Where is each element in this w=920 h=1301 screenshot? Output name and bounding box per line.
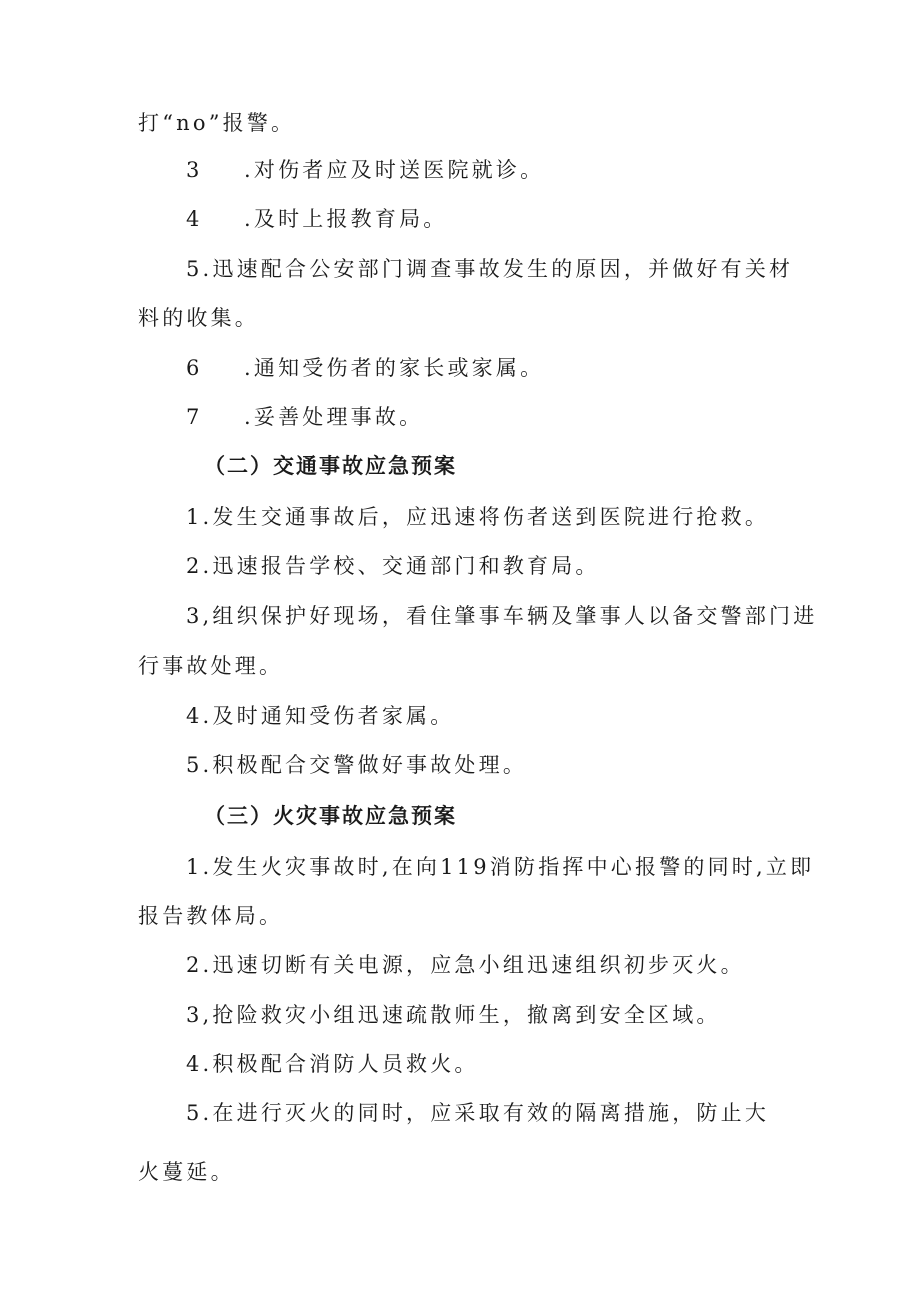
list-item: 5.迅速配合公安部门调查事故发生的原因，并做好有关材 (186, 257, 794, 281)
list-text: .对伤者应及时送医院就诊。 (244, 158, 545, 182)
list-item: 3,组织保护好现场，看住肇事车辆及肇事人以备交警部门进 (186, 604, 818, 628)
list-number: 4 (186, 207, 203, 231)
list-text: .妥善处理事故。 (244, 405, 424, 429)
list-text: .及时上报教育局。 (244, 207, 448, 231)
paragraph-line: 火蔓延。 (138, 1160, 235, 1184)
list-item (186, 155, 544, 185)
paragraph-line: 报告教体局。 (138, 904, 284, 928)
list-number: 6 (186, 356, 203, 380)
list-item: 3,抢险救灾小组迅速疏散师生，撤离到安全区域。 (186, 1003, 721, 1027)
paragraph-line: 行事故处理。 (138, 654, 284, 678)
list-item: 1.发生火灾事故时,在向119消防指挥中心报警的同时,立即 (186, 855, 815, 879)
list-item: 4.积极配合消防人员救火。 (186, 1052, 479, 1076)
list-number: 7 (186, 405, 203, 429)
list-item: 2.迅速切断有关电源，应急小组迅速组织初步灭火。 (186, 953, 745, 977)
list-item (186, 402, 423, 432)
section-heading: （二）交通事故应急预案 (204, 454, 457, 478)
list-number: 3 (186, 158, 203, 182)
list-item (186, 353, 544, 383)
paragraph-line: 打“no”报警。 (138, 111, 296, 135)
list-item: 2.迅速报告学校、交通部门和教育局。 (186, 554, 600, 578)
list-item: 4.及时通知受伤者家属。 (186, 704, 455, 728)
section-heading: （三）火灾事故应急预案 (204, 804, 457, 828)
list-item: 5.积极配合交警做好事故处理。 (186, 753, 528, 777)
list-item: 1.发生交通事故后，应迅速将伤者送到医院进行抢救。 (186, 505, 770, 529)
paragraph-line: 料的收集。 (138, 306, 259, 330)
list-text: .通知受伤者的家长或家属。 (244, 356, 545, 380)
list-item (186, 204, 447, 234)
list-item: 5.在进行灭火的同时，应采取有效的隔离措施，防止大 (186, 1101, 770, 1125)
